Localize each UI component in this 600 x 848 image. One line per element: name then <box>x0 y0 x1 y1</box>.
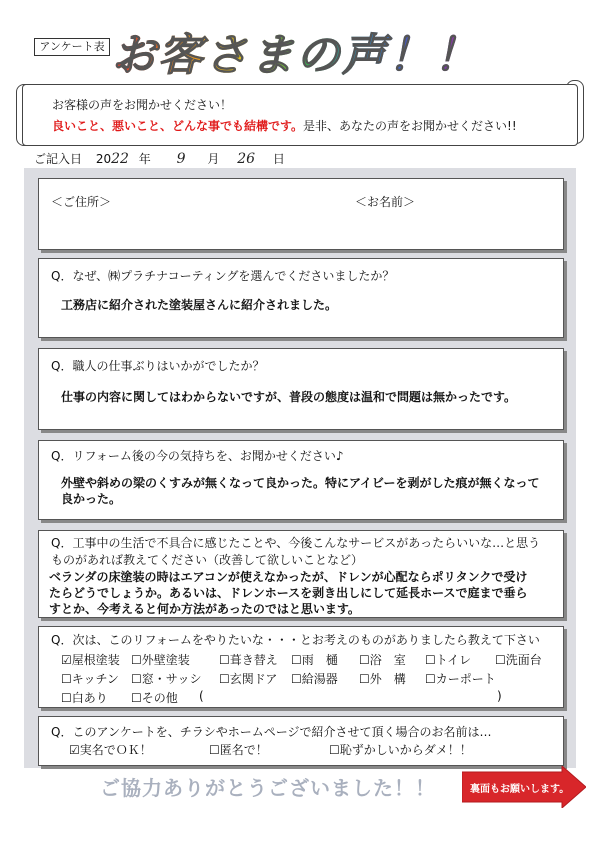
answer-3-line-1: 外壁や斜めの梁のくすみが無くなって良かった。特にアイビーを剥がした痕が無くなって <box>61 476 540 490</box>
checkbox-icon[interactable]: ☐ <box>359 653 370 667</box>
checkbox-icon[interactable]: ☐ <box>61 691 72 705</box>
reform-option-label: 洗面台 <box>505 653 542 667</box>
reform-option-label: 白あり <box>71 691 108 705</box>
checkbox-icon[interactable]: ☐ <box>329 743 340 757</box>
reform-option[interactable] <box>425 670 496 687</box>
question-3: Q．リフォーム後の今の気持ちを、お聞かせください♪ <box>51 449 344 463</box>
reform-option[interactable] <box>291 651 338 668</box>
question-4-line-1: Q．工事中の生活で不具合に感じたことや、今後こんなサービスがあったらいいな…と思う <box>51 536 541 550</box>
reform-option-label: カーポート <box>435 672 496 686</box>
checkbox-icon[interactable]: ☐ <box>131 672 142 686</box>
reform-option-label: 外壁塗装 <box>141 653 190 667</box>
reform-option-label: 浴 室 <box>369 653 406 667</box>
intro-line-2 <box>52 117 517 134</box>
date-day: 26 <box>237 151 256 167</box>
reform-option[interactable] <box>495 651 542 668</box>
question-box-3 <box>38 440 564 520</box>
checked-box-icon[interactable]: ☑ <box>69 743 80 757</box>
checkbox-icon[interactable]: ☐ <box>131 653 142 667</box>
intro-line-1: お客様の声をお聞かせください！ <box>52 98 233 112</box>
reform-option[interactable] <box>131 689 178 706</box>
name-usage-option[interactable] <box>329 741 472 758</box>
date-year-prefix: 20 <box>95 152 112 166</box>
reform-option[interactable] <box>61 670 119 687</box>
address-label: ＜ご住所＞ <box>51 195 112 209</box>
reform-option[interactable] <box>359 651 406 668</box>
thanks-message: ご協力ありがとうございました！！ <box>100 776 436 800</box>
checkbox-icon[interactable]: ☐ <box>359 672 370 686</box>
checkbox-icon[interactable]: ☐ <box>209 743 220 757</box>
reform-option[interactable] <box>291 670 338 687</box>
back-page-note: 裏面もお願いします。 <box>470 784 570 795</box>
name-usage-option-label: 恥ずかしいからダメ！！ <box>339 743 472 757</box>
intro-ribbon <box>22 84 578 146</box>
date-year-unit: 年 <box>138 152 151 166</box>
reform-option[interactable] <box>425 651 471 668</box>
intro-emphasis: 良いこと、悪いこと、どんな事でも結構です。 <box>52 119 304 133</box>
checked-box-icon[interactable]: ☑ <box>61 653 72 667</box>
question-2: Q．職人の仕事ぶりはいかがでしたか？ <box>51 359 265 373</box>
reform-option[interactable] <box>131 651 190 668</box>
date-year: 22 <box>111 151 129 167</box>
date-day-unit: 日 <box>272 152 285 166</box>
answer-3-line-2: 良かった。 <box>61 492 122 506</box>
checkbox-icon[interactable]: ☐ <box>131 691 142 705</box>
question-box-4 <box>38 530 564 618</box>
reform-option-label: 外 構 <box>369 672 406 686</box>
reform-option[interactable] <box>219 651 278 668</box>
name-usage-option-label: 実名でＯＫ！ <box>79 743 152 757</box>
reform-option[interactable] <box>131 670 202 687</box>
checkbox-icon[interactable]: ☐ <box>61 672 72 686</box>
question-1: Q．なぜ、㈱プラチナコーティングを選んでくださいましたか？ <box>51 269 395 283</box>
other-close-paren: ) <box>497 689 502 703</box>
question-box-2 <box>38 348 564 430</box>
question-box-5 <box>38 626 564 708</box>
question-6: Q．このアンケートを、チラシやホームページで紹介させて頂く場合のお名前は… <box>51 725 492 739</box>
reform-option-label: 給湯器 <box>301 672 338 686</box>
name-label: ＜お名前＞ <box>355 195 416 209</box>
reform-option-label: キッチン <box>71 672 119 686</box>
reform-option-label: 葺き替え <box>229 653 278 667</box>
reform-option-label: 雨 樋 <box>301 653 338 667</box>
answer-1: 工務店に紹介された塗装屋さんに紹介されました。 <box>61 298 338 312</box>
checkbox-icon[interactable]: ☐ <box>291 672 302 686</box>
checkbox-icon[interactable]: ☐ <box>425 653 436 667</box>
checkbox-icon[interactable]: ☐ <box>425 672 436 686</box>
checkbox-icon[interactable]: ☐ <box>219 653 230 667</box>
answer-3 <box>61 475 539 507</box>
question-5: Q．次は、このリフォームをやりたいな・・・とお考えのものがありましたら教えて下さい <box>51 633 540 647</box>
question-box-1 <box>38 258 564 338</box>
question-box-6 <box>38 716 564 766</box>
date-label: ご記入日 <box>34 152 83 166</box>
customer-info-box <box>38 178 564 250</box>
form-label: アンケート表 <box>34 38 110 56</box>
reform-option-label: 屋根塗装 <box>71 653 120 667</box>
question-4-line-2: ものがあれば教えてください（改善して欲しいことなど） <box>51 553 364 567</box>
reform-option[interactable] <box>61 689 108 706</box>
reform-option-label: 窓・サッシ <box>141 672 202 686</box>
checkbox-icon[interactable]: ☐ <box>291 653 302 667</box>
intro-rest: 是非、あなたの声をお聞かせください!! <box>303 119 517 133</box>
name-usage-option[interactable] <box>209 741 268 758</box>
question-4 <box>51 535 540 569</box>
date-month: 9 <box>176 151 186 167</box>
checkbox-icon[interactable]: ☐ <box>495 653 506 667</box>
name-usage-option[interactable] <box>69 741 152 758</box>
reform-option-label: トイレ <box>435 653 472 667</box>
checkbox-icon[interactable]: ☐ <box>219 672 230 686</box>
date-month-unit: 月 <box>207 152 220 166</box>
answer-2: 仕事の内容に関してはわからないですが、普段の態度は温和で問題は無かったです。 <box>61 390 517 404</box>
answer-4-line-1: ベランダの床塗装の時はエアコンが使えなかったが、ドレンが心配ならポリタンクで受け <box>49 570 528 584</box>
name-usage-option-label: 匿名で！ <box>219 743 268 757</box>
reform-option[interactable] <box>219 670 277 687</box>
other-open-paren: ( <box>199 689 204 703</box>
page-title: お客さまの声！！ <box>112 30 480 81</box>
date-row <box>34 150 285 167</box>
answer-4-line-2: たらどうでしょうか。あるいは、ドレンホースを剥き出しにして延長ホースで庭まで垂ら <box>49 586 528 600</box>
answer-4-line-3: すとか、今考えると何か方法があったのではと思います。 <box>49 602 360 616</box>
reform-option[interactable] <box>61 651 120 668</box>
reform-option-label: 玄関ドア <box>229 672 278 686</box>
answer-4 <box>49 569 528 617</box>
reform-option[interactable] <box>359 670 406 687</box>
reform-option-label: その他 <box>141 691 178 705</box>
